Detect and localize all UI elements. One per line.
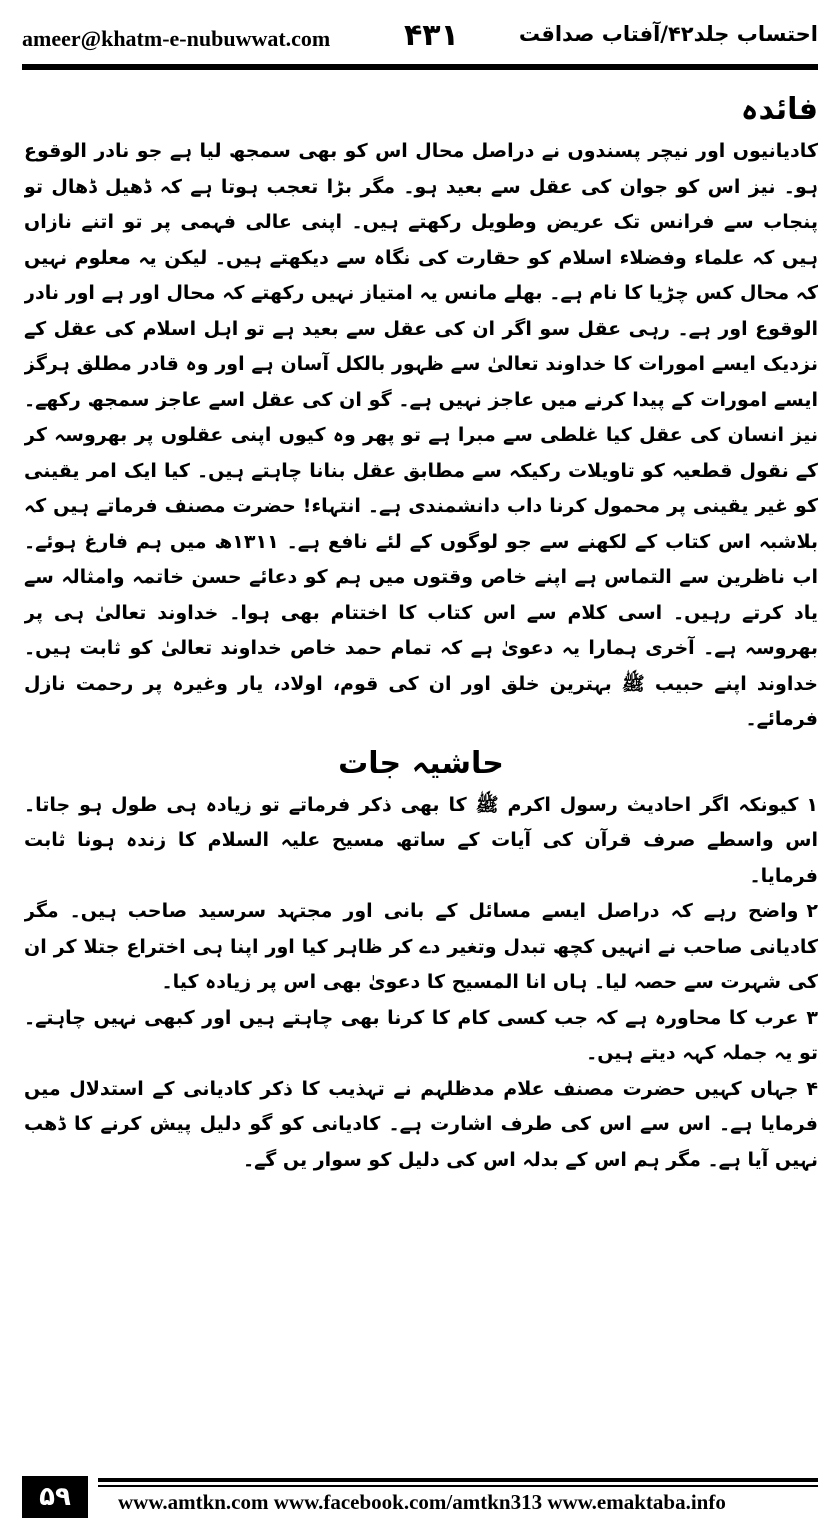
- body-paragraph: کادیانیوں اور نیچر پسندوں نے دراصل محال اس کو بھی سمجھ لیا ہے جو نادر الوقوع ہو۔ نیز اس کو جوان کی عقل سے بعید ہو۔ مگر بڑا تعجب ہوتا ہے کہ ڈھیل ڈھال تو پنجاب سے فرانس تک عریض وطویل رکھتے ہیں۔ اپنی عالی فہمی پر تو اتنے نازاں ہیں کہ علماء وفضلاء اسلام کو حقارت کی نگاہ سے دیکھتے ہیں۔ لیکن یہ معلوم نہیں کہ محال کس چڑیا کا نام ہے۔ بھلے مانس یہ امتیاز نہیں رکھتے کہ محال اور ہے اور نادر الوقوع اور ہے۔ رہی عقل سو اگر ان کی عقل سے بعید ہے تو اہل اسلام کی عقل کے نزدیک ایسے امورات کا خداوند تعالیٰ سے ظہور بالکل آسان ہے اور وہ قادر مطلق ہرگز ایسے امورات کے پیدا کرنے میں عاجز نہیں ہے۔ گو ان کی عقل اسے عاجز سمجھ رکھے۔ نیز انسان کی عقل کیا غلطی سے مبرا ہے تو پھر وہ کیوں اپنی عقلوں پر بھروسہ کر کے نقول قطعیہ کو تاویلات رکیکہ سے مطابق عقل بنانا چاہتے ہیں۔ کیا ایک امر یقینی کو غیر یقینی پر محمول کرنا داب دانشمندی ہے۔ انتہاء! حضرت مصنف فرماتے ہیں کہ بلاشبہ اس کتاب کے لکھنے سے جو لوگوں کے لئے نافع ہے۔ ۱۳۱۱ھ میں ہم فارغ ہوئے۔ اب ناظرین سے التماس ہے اپنے خاص وقتوں میں ہم کو دعائے حسن خاتمہ وامثالہ سے یاد کرتے رہیں۔ اسی کلام سے اس کتاب کا اختتام بھی ہوا۔ خداوند تعالیٰ ہی پر بھروسہ ہے۔ آخری ہمارا یہ دعویٰ ہے کہ تمام حمد خاص خداوند تعالیٰ کو ثابت ہیں۔ خداوند اپنے حبیب ﷺ بہترین خلق اور ان کی قوم، اولاد، یار وغیرہ پر رحمت نازل فرمائے۔: [24, 140, 818, 730]
- footnotes-heading: حاشیہ جات: [338, 745, 504, 781]
- footnote-number: ۳: [806, 1006, 818, 1029]
- header-page-number: ۴۳۱: [404, 18, 459, 53]
- footnote-number: ۱: [806, 793, 818, 816]
- footer-rule: [98, 1478, 818, 1482]
- header-rule: [22, 64, 818, 70]
- footnote-item: [24, 788, 818, 895]
- header-email: ameer@khatm-e-nubuwwat.com: [22, 26, 331, 51]
- footnote-text: واضح رہے کہ دراصل ایسے مسائل کے بانی اور مجتہد سرسید صاحب ہیں۔ مگر کادیانی صاحب نے انہیں کچھ تبدل وتغیر دے کر ظاہر کیا اور اپنا ہی اختراع جتلا کر ان کی شہرت سے حصہ لیا۔ ہاں انا المسیح کا دعویٰ بھی اس پر زیادہ کیا۔: [24, 900, 818, 993]
- page-footer: [22, 1476, 818, 1522]
- footnote-item: [24, 1072, 818, 1179]
- footer-links[interactable]: www.amtkn.com www.facebook.com/amtkn313 www.emaktaba.info: [118, 1490, 726, 1514]
- page-content: [24, 86, 818, 1454]
- footnote-number: ۴: [806, 1077, 818, 1100]
- footnote-number: ۲: [806, 900, 818, 922]
- footnote-item: [24, 894, 818, 1001]
- footnote-text: عرب کا محاورہ ہے کہ جب کسی کام کا کرنا بھی چاہتے ہیں اور کبھی نہیں چاہتے۔ تو یہ جملہ کہہ دیتے ہیں۔: [24, 1006, 818, 1064]
- header-book-title: احتساب جلد۴۲/آفتاب صداقت: [518, 22, 818, 46]
- footer-page-number: ۵۹: [22, 1476, 88, 1518]
- section-heading: فائدہ: [740, 92, 818, 127]
- footnote-item: [24, 1001, 818, 1072]
- footnote-text: جہاں کہیں حضرت مصنف علام مدظلہم نے تہذیب کا ذکر کادیانی کے استدلال میں فرمایا ہے۔ اس سے اس کی طرف اشارت ہے۔ کادیانی کو گو دلیل پیش کرنے کا ڈھب نہیں آیا ہے۔ مگر ہم اس کے بدلہ اس کی دلیل کو سوار یں گے۔: [24, 1077, 818, 1171]
- footer-rule-thin: [98, 1485, 818, 1487]
- footnote-text: کیونکہ اگر احادیث رسول اکرم ﷺ کا بھی ذکر فرماتے تو زیادہ ہی طول ہو جاتا۔ اس واسطے صرف قرآن کی آیات کے ساتھ مسیح علیہ السلام کا زندہ ہونا ثابت فرمایا۔: [24, 793, 818, 887]
- page-header: [22, 18, 818, 58]
